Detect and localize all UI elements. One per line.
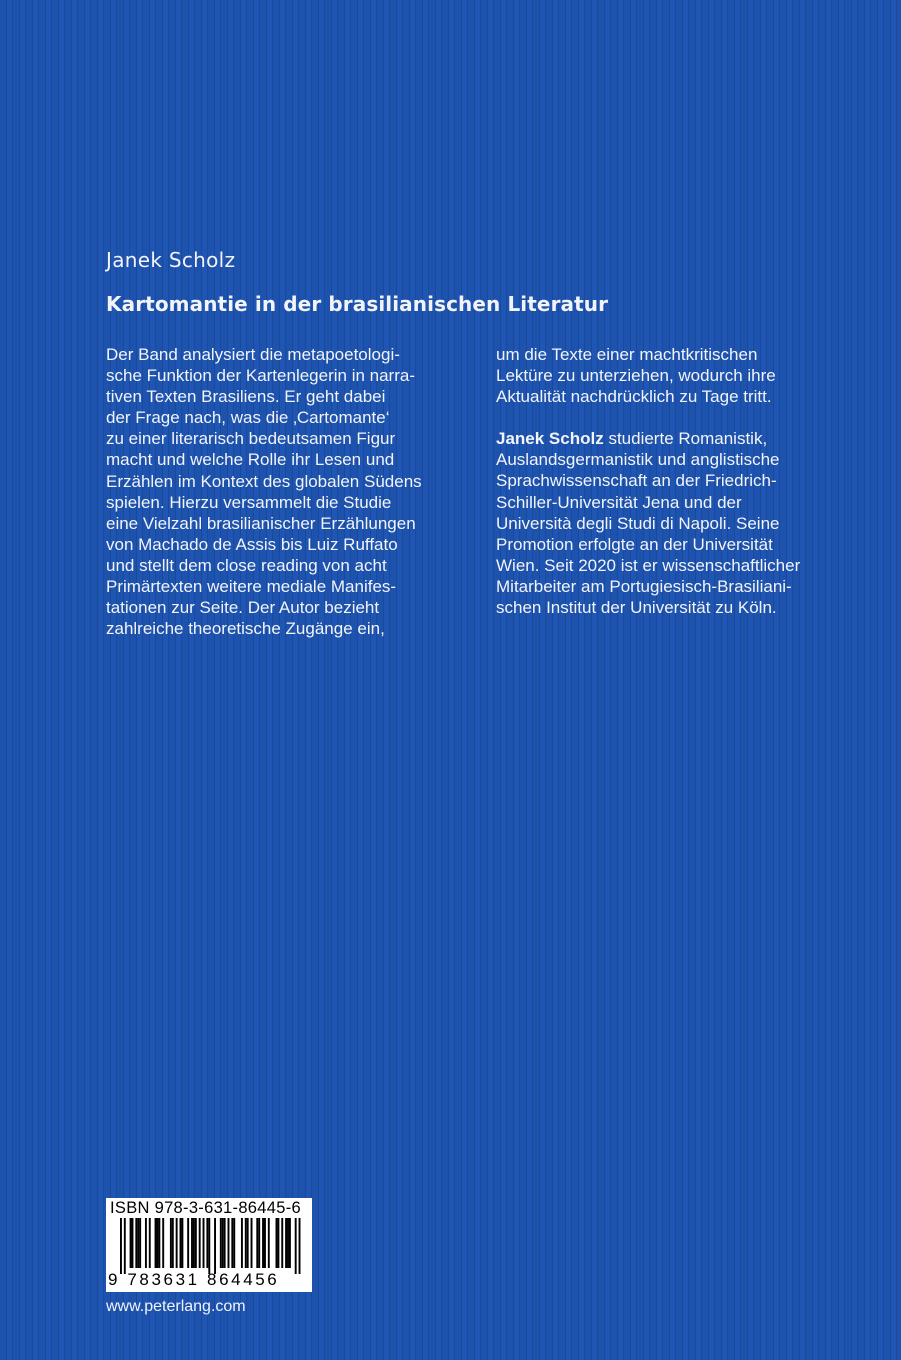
description-line: tiven Texten Brasiliens. Er geht dabei (106, 387, 386, 407)
bio-line: Schiller-Universität Jena und der (496, 492, 742, 512)
description-line: tationen zur Seite. Der Autor bezieht (106, 598, 380, 618)
description-line: und stellt dem close reading von acht (106, 555, 387, 575)
description-line: spielen. Hierzu versammelt die Studie (106, 492, 392, 512)
description-line: der Frage nach, was die ‚Cartomante‘ (106, 408, 390, 428)
description-line: Aktualität nachdrücklich zu Tage tritt. (496, 387, 772, 407)
bio-first-line (496, 428, 856, 449)
bio-first-line-rest: studierte Romanistik, (603, 429, 768, 449)
description-column-left (106, 344, 476, 639)
isbn-barcode (106, 1198, 312, 1292)
description-line: eine Vielzahl brasilianischer Erzählungen (106, 513, 416, 533)
description-line: Erzählen im Kontext des globalen Südens (106, 471, 422, 491)
barcode-digits: 9 783631 864456 (108, 1270, 280, 1289)
bio-line: Università degli Studi di Napoli. Seine (496, 513, 780, 533)
description-line: von Machado de Assis bis Luiz Ruffato (106, 534, 398, 554)
description-line: macht und welche Rolle ihr Lesen und (106, 450, 395, 470)
description-line: sche Funktion der Kartenlegerin in narra- (106, 366, 415, 386)
bio-line: Promotion erfolgte an der Universität (496, 534, 773, 554)
description-line: Lektüre zu unterziehen, wodurch ihre (496, 366, 776, 386)
author-bio (496, 428, 856, 618)
description-line: zahlreiche theoretische Zugänge ein, (106, 619, 385, 639)
bio-line: Wien. Seit 2020 ist er wissenschaftlicher (496, 555, 801, 575)
bio-author-name: Janek Scholz (496, 429, 604, 449)
bio-line: Mitarbeiter am Portugiesisch-Brasiliani- (496, 576, 792, 596)
description-column-right (496, 344, 856, 618)
barcode-icon (106, 1218, 312, 1274)
description-line: Primärtexten weitere mediale Manifes- (106, 577, 397, 597)
bio-line: schen Institut der Universität zu Köln. (496, 598, 777, 618)
bio-line: Sprachwissenschaft an der Friedrich- (496, 471, 777, 491)
description-line: zu einer literarisch bedeutsamen Figur (106, 429, 396, 449)
bio-line: Auslandsgermanistik und anglistische (496, 450, 780, 470)
isbn-label: ISBN 978-3-631-86445-6 (110, 1199, 301, 1217)
description-line: um die Texte einer machtkritischen (496, 345, 758, 364)
description-line: Der Band analysiert die metapoetologi- (106, 345, 400, 364)
author-name: Janek Scholz (106, 248, 236, 272)
book-title: Kartomantie in der brasilianischen Literatur (106, 292, 609, 316)
publisher-website: www.peterlang.com (106, 1298, 246, 1315)
